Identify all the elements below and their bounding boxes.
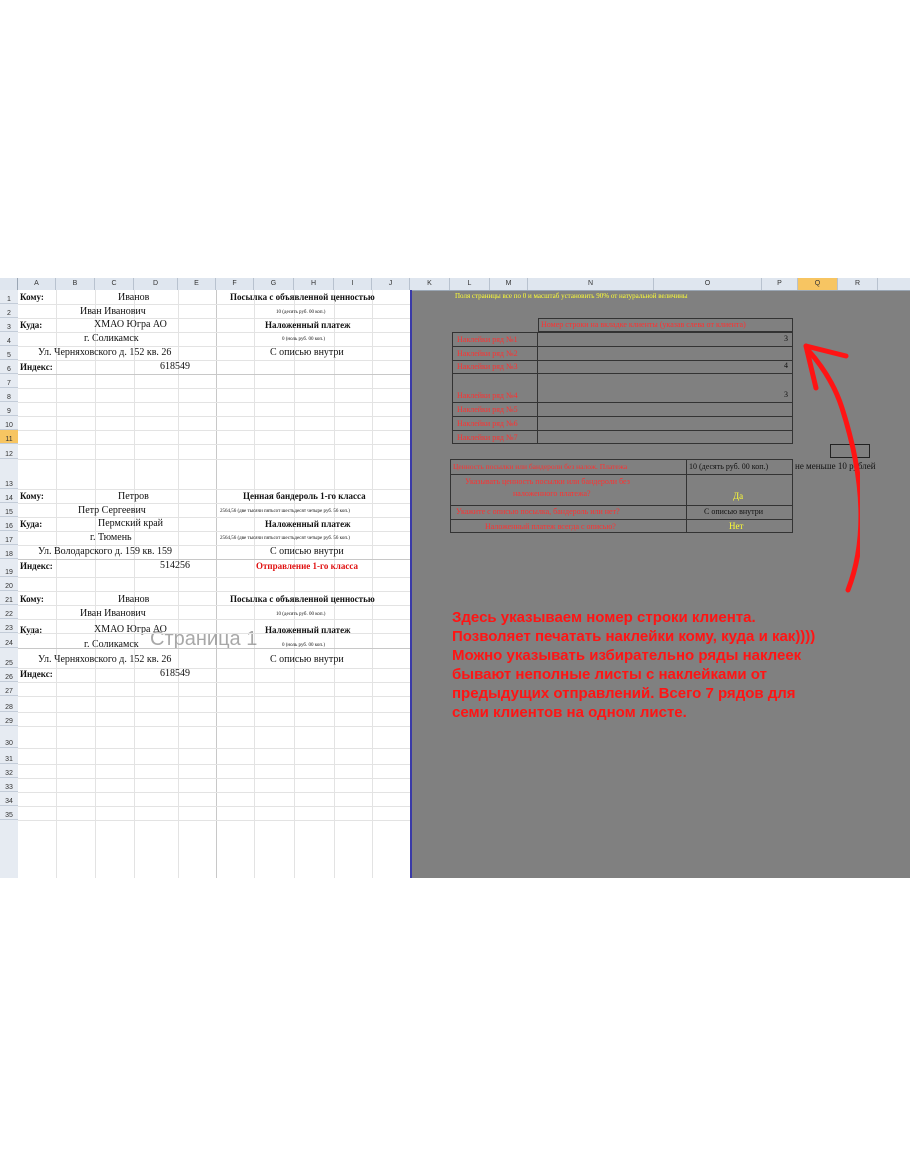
label3-type: Посылка с объявленной ценностью bbox=[230, 594, 375, 604]
annotation-line-2: Позволяет печатать наклейки кому, куда и как)))) bbox=[452, 628, 816, 645]
label1-where-label: Куда: bbox=[20, 320, 43, 330]
label2-street: Ул. Володарского д. 159 кв. 159 bbox=[38, 546, 173, 557]
value-note: не меньше 10 рублей bbox=[795, 461, 876, 471]
red-arrow-icon bbox=[780, 338, 860, 598]
label1-value-words: 10 (десять руб. 00 коп.) bbox=[276, 310, 326, 315]
label1-inventory: С описью внутри bbox=[270, 347, 344, 358]
label2-to-surname: Петров bbox=[118, 491, 149, 502]
label3-inventory: С описью внутри bbox=[270, 654, 344, 665]
label1-type: Посылка с объявленной ценностью bbox=[230, 292, 375, 302]
row-header-11[interactable]: 11 bbox=[0, 430, 18, 444]
row-header-17[interactable]: 17 bbox=[0, 531, 18, 545]
row-header-34[interactable]: 34 bbox=[0, 792, 18, 806]
label3-to-name: Иван Иванович bbox=[80, 608, 146, 619]
label3-to-surname: Иванов bbox=[118, 594, 150, 605]
label3-to-label: Кому: bbox=[20, 594, 44, 604]
row-header-12[interactable]: 12 bbox=[0, 444, 18, 459]
row-header-14[interactable]: 14 bbox=[0, 489, 18, 503]
label3-cod-words: 0 (ноль руб. 00 коп.) bbox=[282, 643, 325, 648]
label1-street: Ул. Черняховского д. 152 кв. 26 bbox=[38, 347, 172, 358]
sticker-row-4-value[interactable]: 3 bbox=[784, 390, 788, 399]
label2-inventory: С описью внутри bbox=[270, 546, 344, 557]
annotation-line-4: бывают неполные листы с наклейками от bbox=[452, 666, 767, 683]
label2-to-name: Петр Сергеевич bbox=[78, 505, 146, 516]
label2-to-label: Кому: bbox=[20, 491, 44, 501]
row-header-1[interactable]: 1 bbox=[0, 290, 18, 304]
annotation-text bbox=[452, 608, 892, 722]
settings-panel bbox=[0, 278, 910, 878]
column-header-o[interactable]: O bbox=[654, 278, 762, 290]
label3-region: ХМАО Югра АО bbox=[94, 624, 167, 635]
column-header-b[interactable]: B bbox=[56, 278, 95, 290]
row-header-27[interactable]: 27 bbox=[0, 682, 18, 696]
label2-city: г. Тюмень bbox=[90, 532, 132, 543]
row-header-31[interactable]: 31 bbox=[0, 748, 18, 764]
row-header-25[interactable]: 25 bbox=[0, 648, 18, 668]
row-header-22[interactable]: 22 bbox=[0, 605, 18, 619]
label2-index-label: Индекс: bbox=[20, 561, 53, 571]
label2-cod-words: 2564,56 (две тысячи пятьсот шестьдесят четыре руб. 56 коп.) bbox=[220, 536, 350, 541]
row-header-30[interactable]: 30 bbox=[0, 726, 18, 748]
column-header-l[interactable]: L bbox=[450, 278, 490, 290]
sticker-row-1-value[interactable]: 3 bbox=[784, 334, 788, 343]
label1-index: 618549 bbox=[160, 361, 190, 372]
label1-to-label: Кому: bbox=[20, 292, 44, 302]
sticker-row-6-label: Наклейки ряд №6 bbox=[457, 419, 518, 428]
column-header-f[interactable]: F bbox=[216, 278, 254, 290]
inventory-label: Укажите с описью посылка, бандероль или нет? bbox=[456, 507, 620, 516]
row-header-24[interactable]: 24 bbox=[0, 633, 18, 648]
row-header-13[interactable]: 13 bbox=[0, 459, 18, 489]
row-header-4[interactable]: 4 bbox=[0, 332, 18, 346]
column-header-d[interactable]: D bbox=[134, 278, 178, 290]
annotation-line-5: предыдущих отправлений. Всего 7 рядов для bbox=[452, 685, 796, 702]
annotation-line-1: Здесь указываем номер строки клиента. bbox=[452, 609, 756, 626]
column-header-h[interactable]: H bbox=[294, 278, 334, 290]
sticker-row-4-label: Наклейки ряд №4 bbox=[457, 391, 518, 400]
row-header-33[interactable]: 33 bbox=[0, 778, 18, 792]
row-header-16[interactable]: 16 bbox=[0, 517, 18, 531]
label3-value-words: 10 (десять руб. 00 коп.) bbox=[276, 612, 326, 617]
column-header-k[interactable]: K bbox=[410, 278, 450, 290]
sticker-row-3-label: Наклейки ряд №3 bbox=[457, 362, 518, 371]
sticker-row-5-label: Наклейки ряд №5 bbox=[457, 405, 518, 414]
column-header-g[interactable]: G bbox=[254, 278, 294, 290]
sticker-row-3-value[interactable]: 4 bbox=[784, 361, 788, 370]
row-header-20[interactable]: 20 bbox=[0, 577, 18, 591]
spreadsheet-window bbox=[0, 278, 910, 878]
row-number-header-cell bbox=[538, 318, 793, 332]
row-header-32[interactable]: 32 bbox=[0, 764, 18, 778]
sticker-rows-table bbox=[452, 332, 793, 444]
column-header-j[interactable]: J bbox=[372, 278, 410, 290]
label1-to-surname: Иванов bbox=[118, 292, 150, 303]
cod-always-label: Наложенный платеж всегда с описью? bbox=[485, 522, 616, 531]
row-header-8[interactable]: 8 bbox=[0, 388, 18, 402]
column-header-q[interactable]: Q bbox=[798, 278, 838, 290]
row-header-19[interactable]: 19 bbox=[0, 559, 18, 577]
value-value[interactable]: 10 (десять руб. 00 коп.) bbox=[689, 462, 769, 471]
label3-where-label: Куда: bbox=[20, 625, 43, 635]
annotation-line-3: Можно указывать избирательно ряды наклеек bbox=[452, 647, 802, 664]
label1-cod-words: 0 (ноль руб. 00 коп.) bbox=[282, 337, 325, 342]
label1-index-label: Индекс: bbox=[20, 362, 53, 372]
row-number-header: Номер строки на вкладке клиенты (указав слева от клиента) bbox=[541, 320, 746, 329]
column-header-i[interactable]: I bbox=[334, 278, 372, 290]
row-header-6[interactable]: 6 bbox=[0, 360, 18, 374]
label1-to-name: Иван Иванович bbox=[80, 306, 146, 317]
label3-index-label: Индекс: bbox=[20, 669, 53, 679]
row-header-35[interactable]: 35 bbox=[0, 806, 18, 820]
value-label: Ценность посылки или бандероли без налож. Платежа bbox=[453, 462, 628, 471]
sticker-row-7-label: Наклейки ряд №7 bbox=[457, 433, 518, 442]
row-header-10[interactable]: 10 bbox=[0, 416, 18, 430]
row-header-21[interactable]: 21 bbox=[0, 591, 18, 605]
row-header-2[interactable]: 2 bbox=[0, 304, 18, 318]
sticker-row-2-label: Наклейки ряд №2 bbox=[457, 349, 518, 358]
page-setup-note: Поля страницы все по 0 и масштаб установить 90% от натуральной величины bbox=[455, 292, 688, 300]
row-header-9[interactable]: 9 bbox=[0, 402, 18, 416]
column-header-e[interactable]: E bbox=[178, 278, 216, 290]
annotation-line-6: семи клиентов на одном листе. bbox=[452, 704, 687, 721]
options-table bbox=[450, 459, 793, 533]
label1-region: ХМАО Югра АО bbox=[94, 319, 167, 330]
label2-value-words: 2564,56 (две тысячи пятьсот шестьдесят четыре руб. 56 коп.) bbox=[220, 509, 350, 514]
label3-index: 618549 bbox=[160, 668, 190, 679]
column-header-c[interactable]: C bbox=[95, 278, 134, 290]
sticker-row-1-label: Наклейки ряд №1 bbox=[457, 335, 518, 344]
column-header-m[interactable]: M bbox=[490, 278, 528, 290]
row-header-29[interactable]: 29 bbox=[0, 712, 18, 726]
row-header-3[interactable]: 3 bbox=[0, 318, 18, 332]
cod-always-value[interactable]: Нет bbox=[729, 521, 744, 531]
label3-street: Ул. Черняховского д. 152 кв. 26 bbox=[38, 654, 172, 665]
row-header-15[interactable]: 15 bbox=[0, 503, 18, 517]
label2-cod-title: Наложенный платеж bbox=[265, 519, 351, 529]
show-value-label-1: Указывать ценность посылки или бандероли без bbox=[465, 477, 630, 486]
column-header-p[interactable]: P bbox=[762, 278, 798, 290]
label2-region: Пермский край bbox=[98, 518, 163, 529]
label3-city: г. Соликамск bbox=[84, 639, 139, 650]
row-header-5[interactable]: 5 bbox=[0, 346, 18, 360]
label2-where-label: Куда: bbox=[20, 519, 43, 529]
label2-index: 514256 bbox=[160, 560, 190, 571]
row-header-26[interactable]: 26 bbox=[0, 668, 18, 682]
label2-first-class: Отправление 1-го класса bbox=[256, 561, 358, 571]
label3-cod-title: Наложенный платеж bbox=[265, 625, 351, 635]
inventory-value[interactable]: С описью внутри bbox=[704, 507, 764, 516]
label2-type: Ценная бандероль 1-го класса bbox=[243, 491, 366, 501]
show-value-value[interactable]: Да bbox=[733, 491, 744, 501]
row-header-28[interactable]: 28 bbox=[0, 696, 18, 712]
row-header-7[interactable]: 7 bbox=[0, 374, 18, 388]
label1-city: г. Соликамск bbox=[84, 333, 139, 344]
row-header-18[interactable]: 18 bbox=[0, 545, 18, 559]
label1-cod-title: Наложенный платеж bbox=[265, 320, 351, 330]
show-value-label-2: наложенного платежа? bbox=[513, 489, 591, 498]
page-watermark: Страница 1 bbox=[150, 628, 258, 650]
column-header-a[interactable]: A bbox=[18, 278, 56, 290]
row-header-23[interactable]: 23 bbox=[0, 619, 18, 633]
column-header-n[interactable]: N bbox=[528, 278, 654, 290]
column-header-r[interactable]: R bbox=[838, 278, 878, 290]
